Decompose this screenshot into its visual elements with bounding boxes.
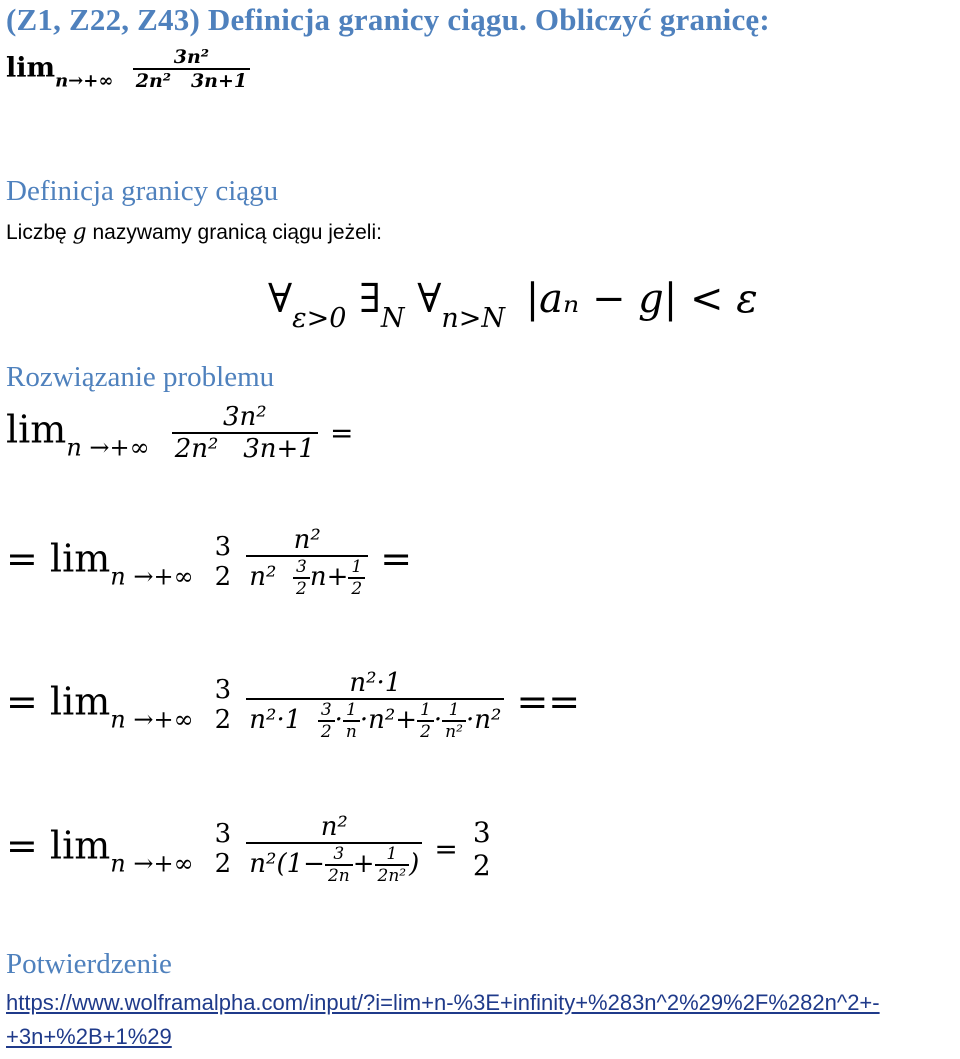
problem-formula — [6, 46, 250, 92]
lim-operator: lim — [6, 52, 56, 84]
definition-formula: $\forall_{\varepsilon>0}$ $\exists_N$ $\forall_{n>N}$ |aₙ − g| < ε — [268, 276, 758, 334]
definition-text: Liczbę g nazywamy granicą ciągu jeżeli: — [6, 220, 382, 245]
solution-step-1: $\lim_{n \to+\infty}$ $\frac{\text{3n²}}{\text{2n² 3n+1}}$ = — [6, 402, 354, 464]
solution-step-4: = $\lim_{n \to+\infty}$ 3 2 n² n²(1− $\frac{3}{2n}$ + $\frac{1}{\text{2n²}}$ ) = 3 2 — [6, 812, 494, 886]
absolute-inequality: |aₙ − g| < ε — [525, 276, 758, 322]
definition-heading: Definicja granicy ciągu — [6, 175, 279, 207]
wolframalpha-link-line-1[interactable]: https://www.wolframalpha.com/input/?i=lim+n-%3E+infinity+%283n^2%29%2F%282n^2+- — [6, 990, 880, 1015]
forall-symbol: ∀ — [268, 276, 293, 322]
result-fraction: 3 2 — [472, 816, 491, 882]
variable-g: g — [72, 220, 87, 245]
exists-symbol: ∃ — [359, 276, 381, 322]
solution-heading: Rozwiązanie problemu — [6, 361, 275, 393]
solution-step-3: = $\lim_{n \to+\infty}$ 3 2 n²·1 n²·1 $\frac{3}{2}$ · $\frac{1}{n}$ ·n²+ $\frac{1}{2}$ · $\frac{1}{\text{n²}}$ ·n² == — [6, 668, 581, 742]
page-title: (Z1, Z22, Z43) Definicja granicy ciągu. Obliczyć granicę: — [6, 2, 770, 37]
wolframalpha-link-line-2[interactable]: +3n+%2B+1%29 — [6, 1024, 172, 1049]
solution-step-2: = $\lim_{n \to+\infty}$ 3 2 n² n² $\frac{3}{2}$ n+ $\frac{1}{2}$ = — [6, 525, 413, 599]
confirmation-heading: Potwierdzenie — [6, 948, 172, 980]
fraction-denominator: 2n² 3n+1 — [135, 70, 248, 92]
problem-fraction — [133, 46, 250, 92]
lim-subscript: n→+∞ — [55, 70, 114, 92]
fraction-numerator: 3n² — [173, 46, 210, 68]
forall-symbol: ∀ — [417, 276, 442, 322]
